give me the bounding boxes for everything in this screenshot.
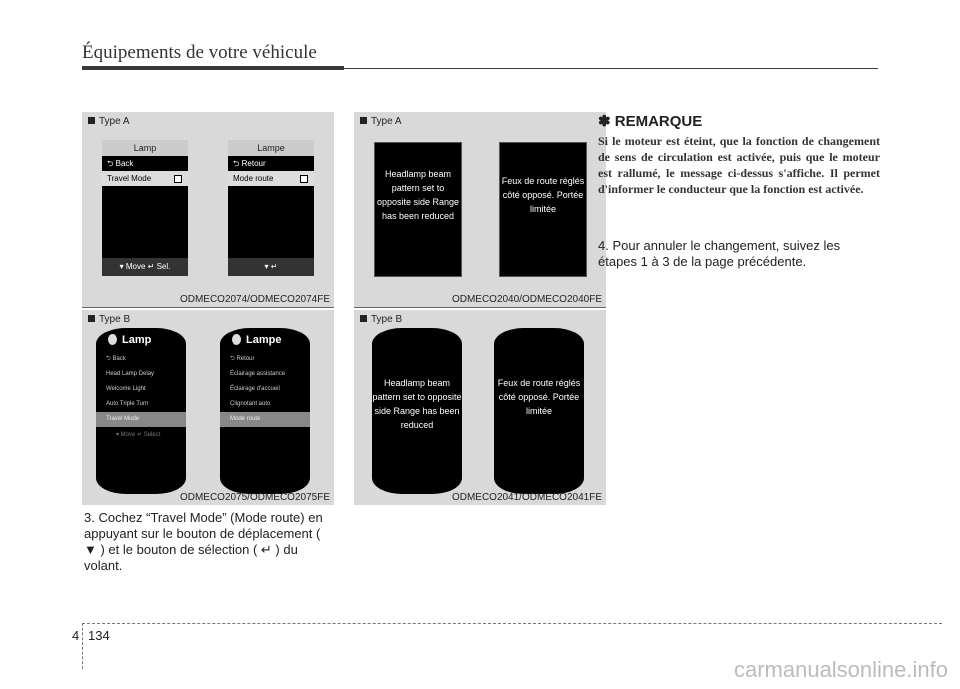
page-number: 134 [88, 628, 110, 643]
menu-item: ⮌ Retour [230, 356, 255, 362]
chapter-number: 4 [72, 628, 80, 643]
checkbox-icon [174, 175, 182, 183]
lcd-screen-en [102, 140, 188, 276]
panel-type-b-menu [82, 310, 334, 505]
lcd-screen-fr [220, 328, 310, 494]
menu-item: Auto Triple Turn [106, 401, 149, 407]
menu-item-travel-mode: Travel Mode [102, 171, 188, 186]
warning-message: Feux de route réglés côté opposé. Portée limitée [501, 175, 585, 214]
watermark: carmanualsonline.info [733, 657, 948, 682]
menu-item: Welcome Light [106, 386, 146, 392]
lcd-screen-fr [228, 140, 314, 276]
remarque-body: Si le moteur est éteint, que la fonction de changement de sens de circulation est activée, puis que le moteur est rallumé, le message ci-dessus s'affiche. Il permet d'informer le conducteur que la fonction est activée. [598, 134, 880, 196]
screen-title: Lamp [102, 140, 188, 156]
panel-label: Type B [88, 314, 130, 325]
panel-type-a-menu [82, 112, 334, 307]
screen-title: Lamp [96, 328, 186, 352]
figure-code: ODMECO2074/ODMECO2074FE [179, 294, 330, 305]
panel-type-a-warning [354, 112, 606, 307]
screen-title: Lampe [220, 328, 310, 352]
panel-label: Type A [360, 116, 402, 127]
menu-back: ⮌ Back [107, 159, 134, 168]
figure-code: ODMECO2040/ODMECO2040FE [451, 294, 602, 305]
warning-message: Headlamp beam pattern set to opposite side Range has been reduced [372, 378, 462, 430]
panel-label: Type A [88, 116, 130, 127]
lcd-warning-fr [494, 328, 584, 494]
square-bullet-icon [88, 315, 95, 322]
menu-item: Clignotant auto [230, 401, 271, 407]
header-rule-thin [344, 68, 878, 69]
menu-item-mode-route: Mode route [228, 171, 314, 186]
lcd-warning-fr [499, 142, 587, 277]
panel-label: Type B [360, 314, 402, 325]
panel-type-b-warning [354, 310, 606, 505]
warning-message: Headlamp beam pattern set to opposite side Range has been reduced [376, 168, 460, 221]
menu-item: ⮌ Back [106, 356, 126, 362]
separator [354, 307, 606, 308]
menu-item-selected: Mode route [220, 412, 310, 427]
header-rule [82, 66, 344, 70]
figure-code: ODMECO2075/ODMECO2075FE [179, 492, 330, 503]
lcd-warning-en [374, 142, 462, 277]
remarque-title: ✽ REMARQUE [598, 113, 703, 130]
square-bullet-icon [360, 117, 367, 124]
warning-message: Feux de route réglés côté opposé. Portée limitée [497, 378, 581, 416]
screen-footer: ▾ ↵ [228, 258, 314, 276]
screen-footer: ▾ Move ↵ Sel. [102, 258, 188, 276]
menu-item: Éclairage d'accueil [230, 386, 280, 392]
menu-back: ⮌ Retour [233, 159, 266, 168]
lamp-icon [108, 334, 117, 345]
footer-vrule [82, 623, 83, 669]
screen-title: Lampe [228, 140, 314, 156]
lcd-screen-en [96, 328, 186, 494]
separator [82, 307, 334, 308]
step-3-text: 3. Cochez “Travel Mode” (Mode route) en appuyant sur le bouton de déplacement ( ▼ ) et le bouton de sélection ( ↵ ) du volant. [84, 510, 323, 573]
square-bullet-icon [360, 315, 367, 322]
menu-item-selected: Travel Mode [96, 412, 186, 427]
footer-rule [82, 623, 942, 624]
lcd-warning-en [372, 328, 462, 494]
square-bullet-icon [88, 117, 95, 124]
lamp-icon [232, 334, 241, 345]
figure-code: ODMECO2041/ODMECO2041FE [451, 492, 602, 503]
screen-footer: ▾ Move ↵ Select [116, 432, 161, 438]
checkbox-icon [300, 175, 308, 183]
menu-item: Éclairage assistance [230, 371, 286, 377]
step-4-text: 4. Pour annuler le changement, suivez les étapes 1 à 3 de la page précédente. [598, 238, 841, 269]
header-title: Équipements de votre véhicule [82, 42, 317, 63]
menu-item: Head Lamp Delay [106, 371, 155, 377]
